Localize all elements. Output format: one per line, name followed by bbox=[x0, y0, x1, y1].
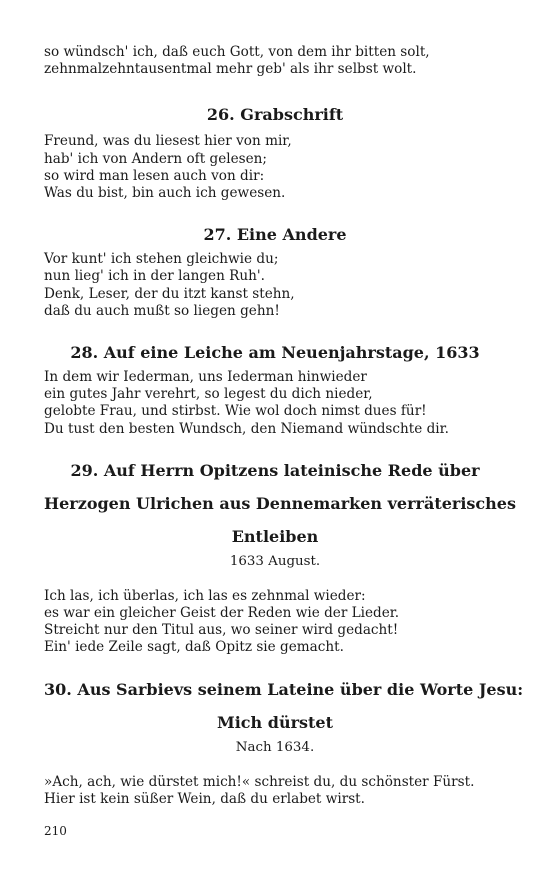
poem-title-line: Mich dürstet bbox=[217, 712, 333, 732]
verse-line: »Ach, ach, wie dürstet mich!« schreist du, du schönster Fürst. bbox=[44, 773, 475, 790]
verse-line: so wündsch' ich, daß euch Gott, von dem ihr bitten solt, bbox=[44, 44, 430, 60]
poem-title-28: 28. Auf eine Leiche am Neuenjahrstage, 1633 bbox=[70, 343, 480, 363]
verse-line: Denk, Leser, der du itzt kanst stehn, bbox=[44, 285, 295, 302]
verse-line: Ich las, ich überlas, ich las es zehnmal wieder: bbox=[44, 587, 366, 604]
poem-26-stanza bbox=[44, 133, 506, 202]
page-number: 210 bbox=[44, 824, 67, 838]
verse-line: ein gutes Jahr verehrt, so legest du dich nieder, bbox=[44, 386, 373, 403]
verse-line: hab' ich von Andern oft gelesen; bbox=[44, 150, 267, 167]
verse-line: Freund, was du liesest hier von mir, bbox=[44, 133, 292, 150]
poem-title-line: Herzogen Ulrichen aus Dennemarken verräterisches bbox=[44, 493, 516, 513]
verse-line: Ein' iede Zeile sagt, daß Opitz sie gemacht. bbox=[44, 639, 344, 656]
verse-line: Hier ist kein süßer Wein, daß du erlabet wirst. bbox=[44, 790, 365, 807]
verse-line: nun lieg' ich in der langen Ruh'. bbox=[44, 268, 265, 285]
intro-stanza bbox=[44, 44, 506, 78]
verse-line: gelobte Frau, und stirbst. Wie wol doch nimst dues für! bbox=[44, 403, 427, 420]
poem-title-26: 26. Grabschrift bbox=[206, 105, 344, 125]
verse-line: In dem wir Iederman, uns Iederman hinwieder bbox=[44, 369, 367, 386]
verse-line: Streicht nur den Titul aus, wo seiner wird gedacht! bbox=[44, 622, 399, 639]
poem-29-stanza bbox=[44, 588, 506, 657]
poem-27-stanza bbox=[44, 251, 506, 320]
poem-30-date: Nach 1634. bbox=[235, 739, 315, 755]
poem-29-date: 1633 August. bbox=[229, 553, 321, 569]
poem-title-line: 29. Auf Herrn Opitzens lateinische Rede über bbox=[70, 460, 480, 480]
page-body bbox=[44, 44, 524, 808]
verse-line: Du tust den besten Wundsch, den Niemand wündschte dir. bbox=[44, 420, 449, 437]
poem-30-stanza bbox=[44, 774, 506, 808]
poem-title-30 bbox=[44, 679, 524, 733]
verse-line: Was du bist, bin auch ich gewesen. bbox=[44, 185, 286, 202]
verse-line: so wird man lesen auch von dir: bbox=[44, 167, 265, 184]
verse-line: zehnmalzehntausentmal mehr geb' als ihr selbst wolt. bbox=[44, 61, 417, 78]
poem-28-stanza bbox=[44, 369, 506, 438]
verse-line: Vor kunt' ich stehen gleichwie du; bbox=[44, 251, 279, 268]
poem-title-27: 27. Eine Andere bbox=[203, 225, 347, 245]
poem-title-29 bbox=[44, 460, 516, 547]
verse-line: es war ein gleicher Geist der Reden wie der Lieder. bbox=[44, 605, 400, 622]
poem-title-line: 30. Aus Sarbievs seinem Lateine über die Worte Jesu: bbox=[44, 679, 524, 699]
poem-title-line: Entleiben bbox=[231, 526, 319, 546]
verse-line: daß du auch mußt so liegen gehn! bbox=[44, 302, 280, 319]
